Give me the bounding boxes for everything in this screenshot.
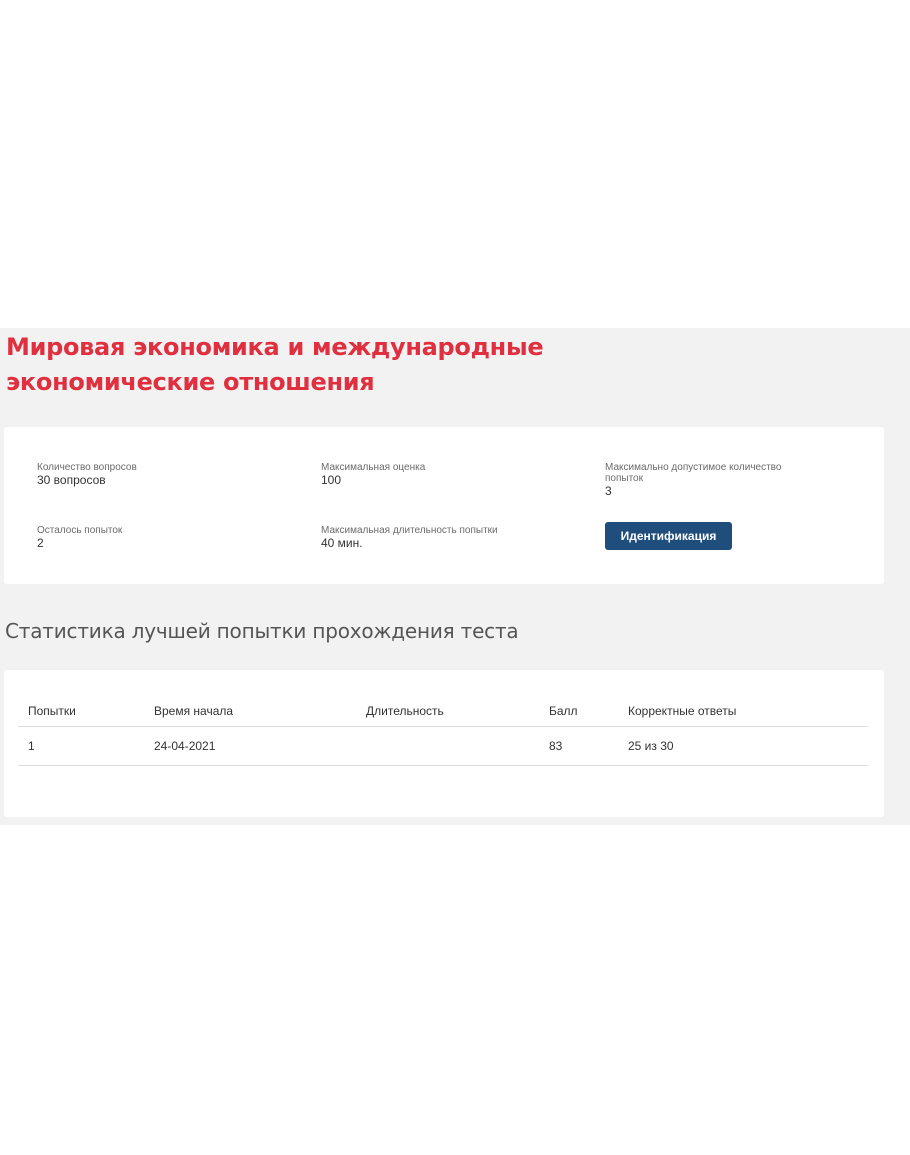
cell-score: 83: [539, 727, 618, 766]
max-attempts-value: 3: [605, 484, 612, 498]
max-score-value: 100: [321, 473, 342, 487]
max-duration-value: 40 мин.: [321, 536, 363, 550]
stats-heading: Статистика лучшей попытки прохождения теста: [5, 619, 519, 643]
table-header-row: [18, 696, 868, 727]
column-header-correct-answers: Корректные ответы: [618, 696, 868, 727]
questions-count-value: 30 вопросов: [37, 473, 106, 487]
max-duration: [321, 525, 581, 550]
column-header-score: Балл: [539, 696, 618, 727]
cell-correct-answers: 25 из 30: [618, 727, 868, 766]
max-attempts: [605, 462, 820, 498]
column-header-attempts: Попытки: [18, 696, 144, 727]
column-header-start-time: Время начала: [144, 696, 356, 727]
questions-count-label: Количество вопросов: [37, 462, 137, 473]
max-score-label: Максимальная оценка: [321, 462, 426, 473]
identification-button[interactable]: Идентификация: [605, 522, 732, 550]
max-attempts-label: Максимально допустимое количество попыток: [605, 462, 782, 484]
max-duration-label: Максимальная длительность попытки: [321, 525, 498, 536]
table-row: [18, 727, 868, 766]
cell-duration: [356, 727, 539, 766]
test-info-card: [4, 427, 884, 584]
max-score: [321, 462, 581, 487]
attempts-left-value: 2: [37, 536, 44, 550]
stats-table: [18, 696, 868, 766]
questions-count: [37, 462, 297, 487]
cell-start-time: 24-04-2021: [144, 727, 356, 766]
course-title: Мировая экономика и международные экономические отношения: [6, 333, 544, 396]
stats-card: [4, 670, 884, 817]
attempts-left-label: Осталось попыток: [37, 525, 123, 536]
attempts-left: [37, 525, 297, 550]
column-header-duration: Длительность: [356, 696, 539, 727]
cell-attempt: 1: [18, 727, 144, 766]
